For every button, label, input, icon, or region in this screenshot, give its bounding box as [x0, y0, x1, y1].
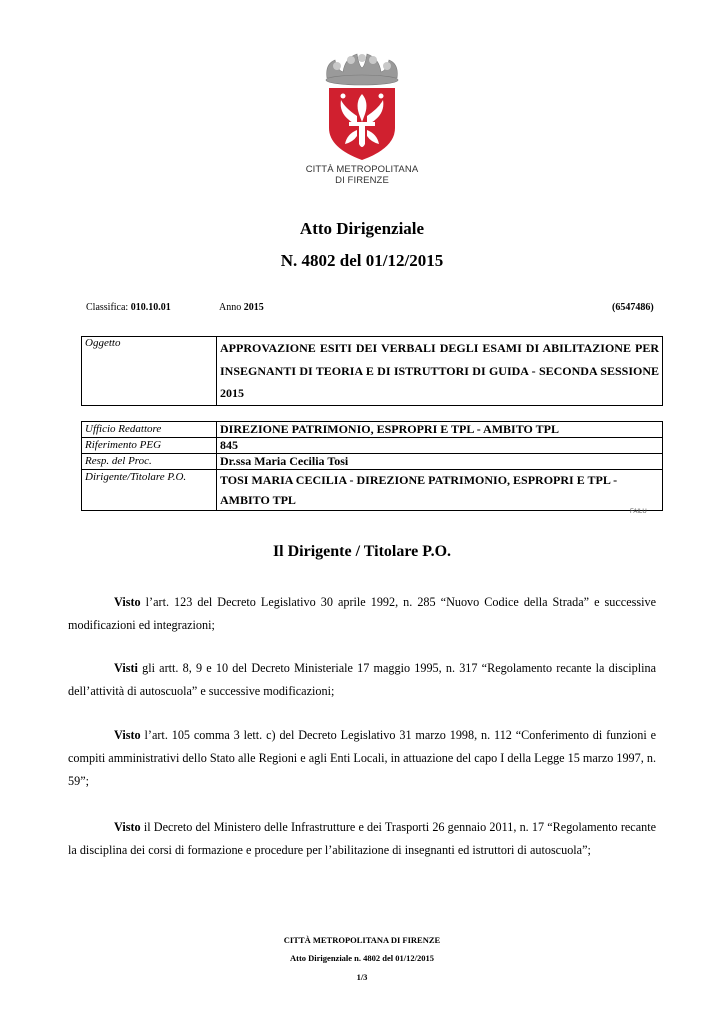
info-row: [82, 454, 663, 470]
paragraph-text: il Decreto del Ministero delle Infrastrutture e dei Trasporti 26 gennaio 2011, n. 17 “Regolamento recante la disciplina dei corsi di formazione e procedure per l’abilitazione di insegnanti ed istruttori di autoscuola”;: [68, 820, 656, 857]
oggetto-row: [82, 337, 663, 406]
org-name-line1: CITTÀ METROPOLITANA: [305, 164, 419, 175]
page-number: 1/3: [356, 972, 368, 982]
paragraph: [68, 724, 656, 793]
document-number: N. 4802 del 01/12/2015: [280, 251, 444, 270]
org-name: [290, 164, 434, 186]
anno: [219, 302, 264, 313]
document-title: Atto Dirigenziale: [299, 219, 425, 238]
anno-value: 2015: [243, 302, 264, 313]
paragraph-lead: Visto: [114, 728, 141, 742]
info-table: [81, 421, 663, 511]
info-value: DIREZIONE PATRIMONIO, ESPROPRI E TPL - AMBITO TPL: [217, 422, 663, 438]
footer-org: CITTÀ METROPOLITANA DI FIRENZE: [283, 935, 441, 945]
classifica: [86, 302, 171, 313]
oggetto-table: [81, 336, 663, 406]
paragraph-text: gli artt. 8, 9 e 10 del Decreto Ministeriale 17 maggio 1995, n. 317 “Regolamento recante la disciplina dell’attività di autoscuola” e successive modificazioni;: [68, 661, 656, 698]
org-name-line2: DI FIRENZE: [335, 175, 389, 186]
paragraph-text: l’art. 123 del Decreto Legislativo 30 aprile 1992, n. 285 “Nuovo Codice della Strada” e successive modificazioni ed integrazioni;: [68, 595, 656, 632]
florence-lily-emblem-icon: [307, 50, 417, 162]
info-label: Ufficio Redattore: [82, 422, 217, 438]
paragraph-lead: Visti: [114, 661, 138, 675]
paragraph-lead: Visto: [114, 595, 141, 609]
document-id: (6547486): [612, 302, 654, 313]
classifica-label: Classifica:: [86, 302, 129, 313]
city-emblem: [300, 50, 424, 162]
footer-ref: Atto Dirigenziale n. 4802 del 01/12/2015: [289, 953, 434, 963]
info-label: Resp. del Proc.: [82, 454, 217, 470]
oggetto-label: Oggetto: [82, 337, 217, 406]
info-row: [82, 470, 663, 511]
info-row: [82, 438, 663, 454]
info-value: 845: [217, 438, 663, 454]
section-heading: Il Dirigente / Titolare P.O.: [272, 543, 452, 560]
paragraph: [68, 657, 656, 703]
info-row: [82, 422, 663, 438]
fail-code: FAILU: [630, 509, 647, 515]
info-value: Dr.ssa Maria Cecilia Tosi: [217, 454, 663, 470]
paragraph: [68, 591, 656, 637]
info-label: Riferimento PEG: [82, 438, 217, 454]
info-label: Dirigente/Titolare P.O.: [82, 470, 217, 511]
anno-label: Anno: [219, 302, 242, 313]
info-value: TOSI MARIA CECILIA - DIREZIONE PATRIMONIO, ESPROPRI E TPL - AMBITO TPL: [217, 470, 663, 511]
paragraph-lead: Visto: [114, 820, 141, 834]
paragraph: [68, 816, 656, 862]
paragraph-text: l’art. 105 comma 3 lett. c) del Decreto Legislativo 31 marzo 1998, n. 112 “Conferimento di funzioni e compiti amministrativi dello Stato alle Regioni e agli Enti Locali, in attuazione del capo I della Legge 15 marzo 1997, n. 59”;: [68, 728, 656, 788]
oggetto-value: APPROVAZIONE ESITI DEI VERBALI DEGLI ESAMI DI ABILITAZIONE PER INSEGNANTI DI TEORIA E DI ISTRUTTORI DI GUIDA - SECONDA SESSIONE 2015: [217, 337, 663, 406]
classifica-value: 010.10.01: [130, 302, 171, 313]
